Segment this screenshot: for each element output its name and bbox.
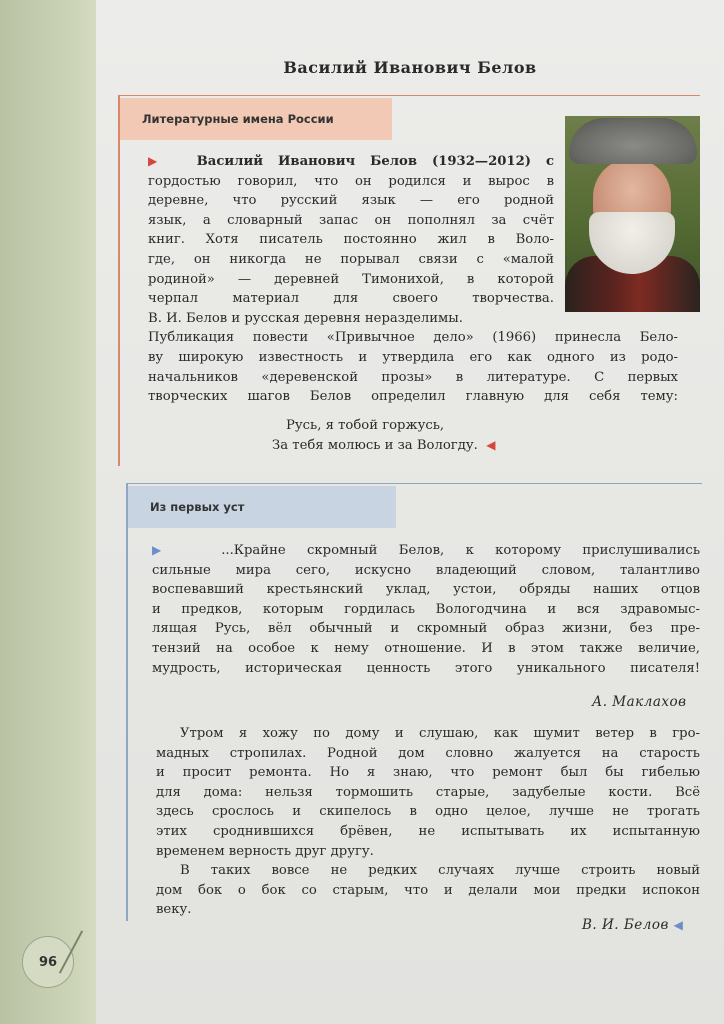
poem-line: Русь, я тобой горжусь, [286,418,445,433]
author-portrait [565,116,700,312]
text-line: гордостью говорил, что он родился и вырос в [148,173,554,189]
box1-text-wrapped [148,172,554,329]
text-line: В. И. Белов и русская деревня неразделимы. [148,310,463,326]
text-line: начальников «деревенской прозы» в литературе. С первых [148,369,678,385]
text-line: здесь срослось и скипелось в одно целое, лучше не трогать [156,804,700,820]
text-line: мадных стропилах. Родной дом словно жалуется на старость [156,745,700,761]
triangle-right-icon: ▶ [148,154,168,168]
text-line: ▶ Василий Иванович Белов (1932—2012) с [148,154,554,169]
text-line: деревне, что русский язык — его родной [148,193,554,209]
text-line: где, он никогда не порывал связи с «малой [148,251,554,267]
text-line: веку. [156,902,192,918]
belov-author: В. И. Белов ◀ [582,917,684,933]
triangle-right-icon: ▶ [152,543,179,557]
text-line: ▶ ...Крайне скромный Белов, к которому прислушивались [152,543,700,558]
text-line: мудрость, историческая ценность этого уникального писателя! [152,660,700,676]
text-line: черпал материал для своего творчества. [148,291,554,307]
text-line: книг. Хотя писатель постоянно жил в Воло- [148,232,554,248]
text-line: и предков, которым гордилась Вологодчина и вся здравомыс- [152,601,700,617]
text-line: этих сроднившихся брёвен, не испытывать их испытанную [156,823,700,839]
text-line: В таких вовсе не редких случаях лучше строить новый [180,863,700,879]
poem-line: За тебя молюсь и за Вологду. ◀ [272,437,496,453]
box1-text-top [148,152,554,172]
text-line: временем верность друг другу. [156,843,374,859]
text-line: воспевавший крестьянский уклад, устои, обряды наших отцов [152,582,700,598]
text-line: творческих шагов Белов определил главную для себя тему: [148,389,678,405]
literary-names-header: Литературные имена России [120,98,392,140]
box1-text-full [148,328,678,406]
text-line: тензий на особое к нему отношение. И в этом также величие, [152,640,700,656]
triangle-left-icon: ◀ [673,918,684,932]
text-line: дом бок о бок со старым, что и делали мои предки испокон [156,882,700,898]
quote-author: А. Маклахов [592,694,687,710]
text-line: для дома: нельзя тормошить старые, задубелые кости. Всё [156,784,700,800]
triangle-left-icon: ◀ [486,437,496,452]
text-line: и просит ремонта. Но я знаю, что ремонт был бы гибелью [156,765,700,781]
poem [272,416,495,455]
first-hand-header: Из первых уст [128,486,396,528]
text-line: ву широкую известность и утвердила его как одного из родо- [148,349,678,365]
text-line: лящая Русь, вёл обычный и скромный образ жизни, без пре- [152,621,700,637]
text-line: язык, а словарный запас он пополнял за счёт [148,212,554,228]
page-title: Василий Иванович Белов [283,58,537,77]
belov-text [156,724,700,920]
text-line: сильные мира сего, искусно владеющий словом, талантливо [152,562,700,578]
quote-text [152,541,700,678]
text-line: Публикация повести «Привычное дело» (1966) принесла Бело- [148,330,678,346]
text-line: родиной» — деревней Тимонихой, в которой [148,271,554,287]
page-margin [0,0,100,1024]
text-line: Утром я хожу по дому и слушаю, как шумит ветер в гро- [180,726,700,741]
page-number: 96 [22,936,74,988]
